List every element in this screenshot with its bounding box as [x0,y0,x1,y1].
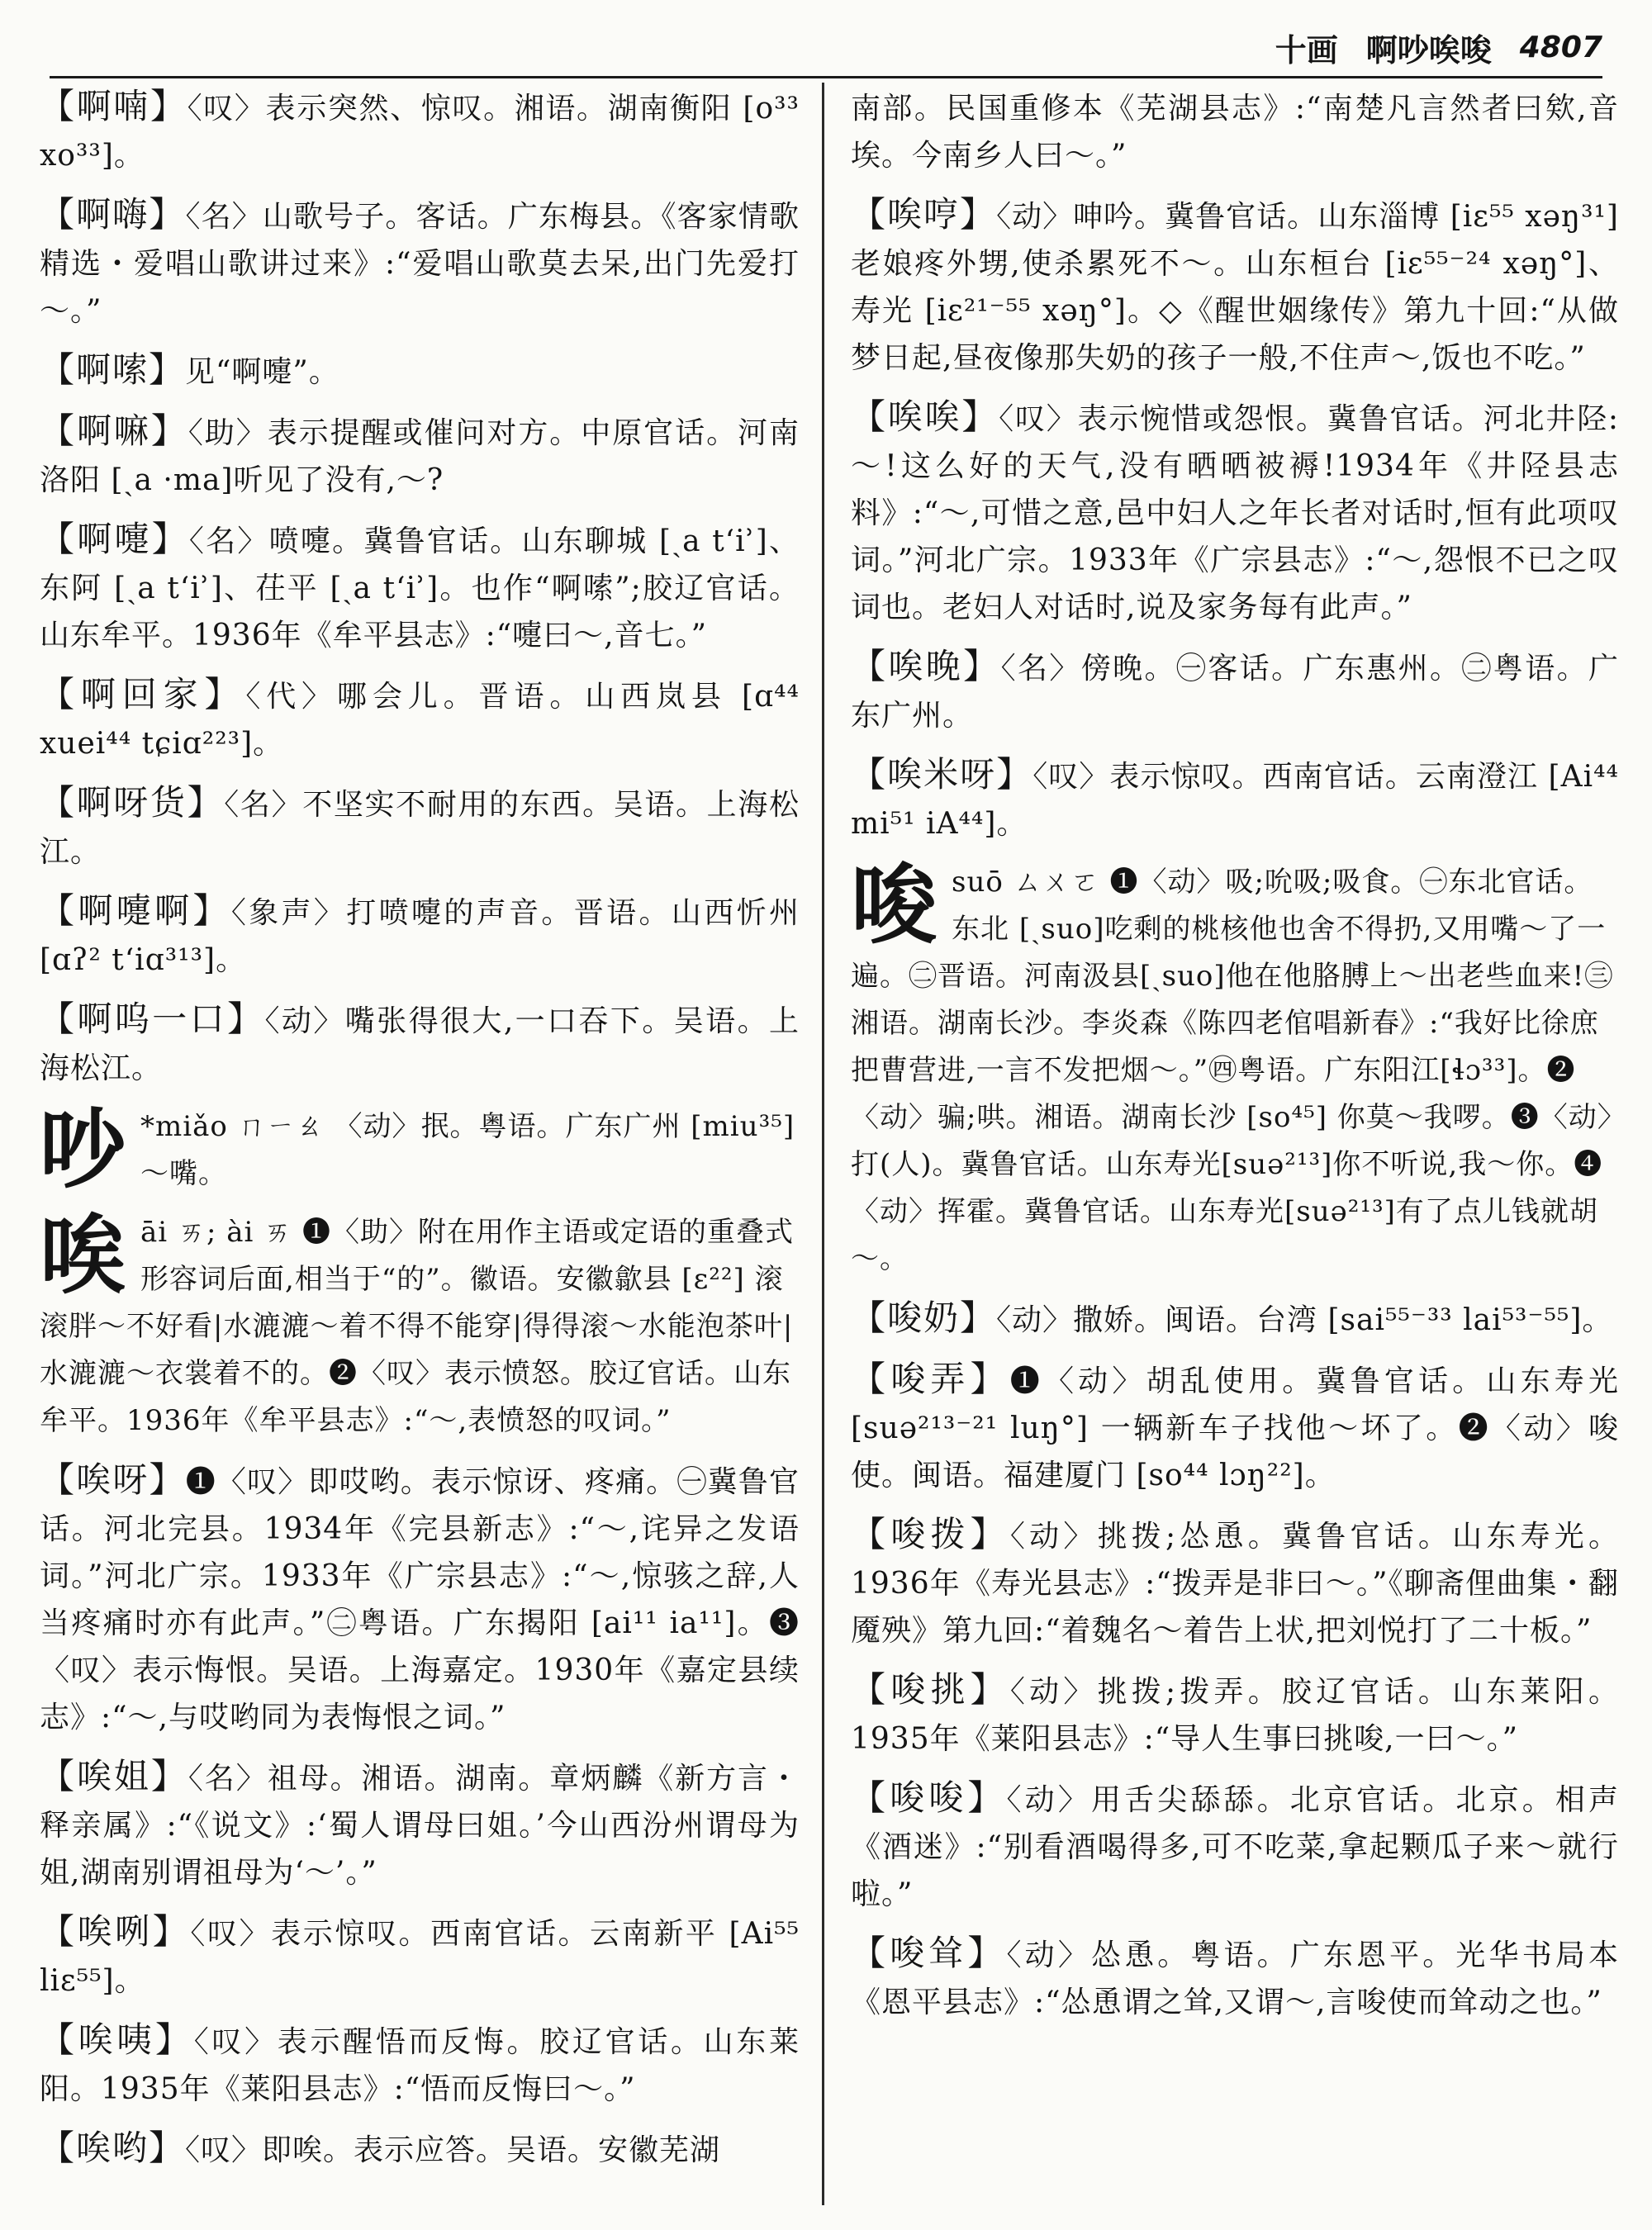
headword: 【唉哟】 [40,2128,186,2168]
headword: 【唆唆】 [851,1777,1007,1818]
dictionary-entry [851,751,1619,847]
dictionary-entry [851,83,1619,179]
definition-text: ❶〈动〉胡乱使用。冀鲁官话。山东寿光 [suə²¹³⁻²¹ luŋ°] 一辆新车子找他～坏了。❷〈动〉唆使。闽语。福建厦门 [so⁴⁴ lɔŋ²²]。 [851,1364,1619,1492]
headword: 【啊嘛】 [40,410,188,451]
definition-text: 〈叹〉即唉。表示应答。吴语。安徽芜湖 [185,2133,721,2167]
definition-text: 〈名〉不坚实不耐用的东西。吴语。上海松江。 [40,788,800,869]
dictionary-entry [851,1774,1619,1918]
dictionary-entry [851,1666,1619,1763]
headword: 【唉呀】 [40,1459,186,1500]
section-title: 十画 [1275,31,1338,69]
definition-text: 〈动〉挑拨;拨弄。胶辽官话。山东莱阳。1935年《莱阳县志》:“导人生事曰挑唆,一曰～。” [851,1675,1619,1756]
character-definition: āi ㄞ; ài ㄞ ❶〈助〉附在用作主语或定语的重叠式形容词后面,相当于“的”。徽语。安徽歙县 [ɛ²²] 滚滚胖～不好看|水漉漉～着不得不能穿|得得滚～水能泡茶叶|水漉漉～衣裳着不的。❷〈叹〉表示愤怒。胶辽官话。山东牟平。1936年《牟平县志》:“～,表愤怒的叹词。” [40,1216,794,1437]
headword: 【唆拨】 [851,1514,1010,1554]
definition-text: 〈动〉呻吟。冀鲁官话。山东淄博 [iɛ⁵⁵ xəŋ³¹]老娘疼外甥,使杀累死不～。山东桓台 [iɛ⁵⁵⁻²⁴ xəŋ°]、寿光 [iɛ²¹⁻⁵⁵ xəŋ°]。◇《醒世姻缘传》第九十回:“从做梦日起,昼夜像那失奶的孩子一般,不住声～,饭也不吃。” [851,200,1619,375]
headword: 【啊嗨】 [40,194,186,235]
dictionary-entry [851,643,1619,739]
character-definition: *miǎo ㄇㄧㄠ 〈动〉抿。粤语。广东广州 [miu³⁵]～嘴。 [140,1110,795,1190]
definition-text: 〈动〉怂恿。粤语。广东恩平。光华书局本《恩平县志》:“怂恿谓之耸,又谓～,言唆使而耸动之也。” [851,1938,1619,2019]
definition-text: 〈叹〉表示惊叹。西南官话。云南新平 [Ai⁵⁵ liɛ⁵⁵]。 [40,1917,800,1998]
definition-text: 〈名〉傍晚。㊀客话。广东惠州。㊁粤语。广东广州。 [851,652,1619,733]
header-chars: 啊吵唉唆 [1365,31,1492,69]
headword: 【唆奶】 [851,1298,997,1338]
character-definition: suō ㄙㄨㄛ ❶〈动〉吸;吮吸;吸食。㊀东北官话。东北 [ˏsuo]吃剩的桃核他也舍不得扔,又用嘴～了一遍。㊁晋语。河南汲县[ˏsuo]他在他胳膊上～出老些血来!㊂湘语。湖南长沙。李炎森《陈四老倌唱新春》:“我好比徐庶把曹营进,一言不发把烟～。”㊃粤语。广东阳江[ɬɔ³³]。❷〈动〉骗;哄。湘语。湖南长沙 [so⁴⁵] 你莫～我啰。❸〈动〉打(人)。冀鲁官话。山东寿光[suə²¹³]你不听说,我～你。❹〈动〉挥霍。冀鲁官话。山东寿光[suə²¹³]有了点儿钱就胡～。 [851,866,1614,1275]
headword: 【唉哼】 [851,194,997,235]
definition-text: 〈动〉挑拨;怂恿。冀鲁官话。山东寿光。1936年《寿光县志》:“拨弄是非曰～。”《聊斋俚曲集・翻魇殃》第九回:“着魏名～着告上状,把刘悦打了二十板。” [851,1520,1619,1648]
definition-text: 见“啊嚏”。 [185,355,339,389]
definition-text: 〈叹〉表示突然、惊叹。湘语。湖南衡阳 [o³³ xo³³]。 [40,92,800,173]
headword: 【唆弄】 [851,1359,1010,1399]
column-divider [822,83,824,2205]
dictionary-entry [40,887,800,984]
dictionary-entry [40,515,800,659]
definition-text: 〈叹〉表示醒悟而反悔。胶辽官话。山东莱阳。1935年《莱阳县志》:“悟而反悔曰～。” [40,2025,800,2106]
headword: 【唉咧】 [40,1911,191,1952]
definition-text: 〈动〉用舌尖舔舔。北京官话。北京。相声《酒迷》:“别看酒喝得多,可不吃菜,拿起颗瓜子来～就行啦。” [851,1783,1619,1911]
definition-text: 〈名〉祖母。湘语。湖南。章炳麟《新方言・释亲属》:“《说文》:‘蜀人谓母曰姐。’今山西汾州谓母为姐,湖南别谓祖母为‘～’。” [40,1762,800,1890]
headword: 【唉咦】 [40,2019,194,2060]
dictionary-entry [40,1908,800,2005]
character-entry [40,1209,800,1445]
character-entry [851,859,1619,1283]
definition-text: 〈助〉表示提醒或催问对方。中原官话。河南洛阳 [ˏa ·ma]听见了没有,～? [40,416,800,497]
dictionary-entry [851,1355,1619,1499]
definition-text: 〈名〉山歌号子。客话。广东梅县。《客家情歌精选・爱唱山歌讲过来》:“爱唱山歌莫去呆,出门先爱打～。” [40,200,800,328]
dictionary-entry [851,393,1619,631]
head-character: 吵 [40,1103,126,1198]
dictionary-entry [40,346,800,396]
definition-text: 〈动〉嘴张得很大,一口吞下。吴语。上海松江。 [40,1004,800,1085]
headword: 【唉姐】 [40,1756,188,1796]
dictionary-entry [40,2124,800,2174]
head-character: 唆 [851,859,938,956]
definition-text: 南部。民国重修本《芜湖县志》:“南楚凡言然者曰欸,音埃。今南乡人曰～。” [851,92,1619,173]
page-header [50,18,1602,78]
dictionary-entry [40,407,800,504]
headword: 【啊呜一口】 [40,999,265,1039]
page-number: 4807 [1519,30,1602,64]
definition-text: 〈象声〉打喷嚏的声音。晋语。山西忻州 [ɑʔ² tʻiɑ³¹³]。 [40,896,800,977]
definition-text: 〈代〉哪会儿。晋语。山西岚县 [ɑ⁴⁴ xuei⁴⁴ tɕiɑ²²³]。 [40,680,800,761]
headword: 【啊回家】 [40,674,246,714]
character-entry [40,1103,800,1198]
headword: 【唆挑】 [851,1669,1010,1710]
headword: 【唉晚】 [851,646,1001,686]
headword: 【啊嗦】 [40,349,186,390]
dictionary-entry [851,1511,1619,1654]
headword: 【唉米呀】 [851,754,1033,795]
right-column [851,83,1619,2213]
dictionary-entry [40,995,800,1092]
left-column [40,83,800,2213]
definition-text: 〈动〉撒娇。闽语。台湾 [sai⁵⁵⁻³³ lai⁵³⁻⁵⁵]。 [996,1303,1613,1337]
dictionary-entry [851,1929,1619,2026]
headword: 【啊喃】 [40,86,188,126]
dictionary-entry [40,191,800,334]
dictionary-entry [40,2016,800,2113]
definition-text: 〈名〉喷嚏。冀鲁官话。山东聊城 [ˏa tʻiʾ]、东阿 [ˏa tʻiʾ]、茌平 [ˏa tʻiʾ]。也作“啊嗦”;胶辽官话。山东牟平。1936年《牟平县志》:“嚏曰～,音七。” [40,524,800,652]
dictionary-entry [40,83,800,179]
headword: 【唉唉】 [851,396,999,437]
dictionary-entry [40,1753,800,1896]
definition-text: ❶〈叹〉即哎哟。表示惊讶、疼痛。㊀冀鲁官话。河北完县。1934年《完县新志》:“～,诧异之发语词。”河北广宗。1933年《广宗县志》:“～,惊骇之辞,人当疼痛时亦有此声。”㊁粤语。广东揭阳 [ai¹¹ ia¹¹]。❸〈叹〉表示悔恨。吴语。上海嘉定。1930年《嘉定县续志》:“～,与哎哟同为表悔恨之词。” [40,1465,800,1734]
head-character: 唉 [40,1209,126,1306]
headword: 【啊嚏】 [40,519,189,559]
definition-text: 〈叹〉表示惊叹。西南官话。云南澄江 [Ai⁴⁴ mi⁵¹ iA⁴⁴]。 [851,760,1619,841]
headword: 【啊嚏啊】 [40,890,231,931]
dictionary-entry [40,671,800,767]
dictionary-entry [40,1456,800,1741]
dictionary-entry [40,779,800,875]
headword: 【唆耸】 [851,1933,1007,1973]
dictionary-entry [851,1294,1619,1344]
headword: 【啊呀货】 [40,782,225,823]
dictionary-entry [851,191,1619,382]
definition-text: 〈叹〉表示惋惜或怨恨。冀鲁官话。河北井陉:～!这么好的天气,没有晒晒被褥!1934年《井陉县志料》:“～,可惜之意,邑中妇人之年长者对话时,恒有此项叹词。”河北广宗。1933年《广宗县志》:“～,怨恨不已之叹词也。老妇人对话时,说及家务每有此声。” [851,402,1619,624]
